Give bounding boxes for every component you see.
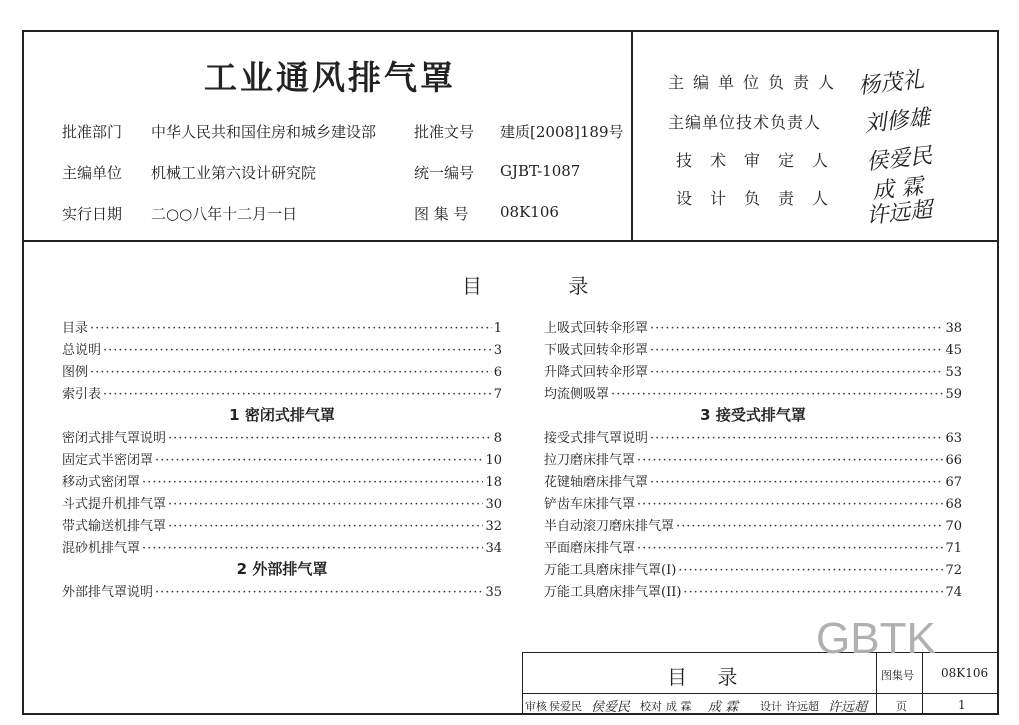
toc-entry[interactable] (544, 538, 962, 556)
header-bottom-rule (22, 240, 999, 242)
toc-entry-page: 53 (945, 365, 962, 380)
toc-entry-page: 30 (485, 497, 502, 512)
approval-dept-label: 批准部门 (62, 123, 123, 141)
document-title: 工业通风排气罩 (204, 58, 456, 97)
toc-entry-title: 索引表 (62, 387, 102, 402)
toc-entry-title: 万能工具磨床排气罩(I) (544, 563, 677, 578)
toc-entry[interactable] (544, 582, 962, 600)
title-block-left-rule (522, 652, 523, 715)
design-name: 许远超 (786, 700, 819, 713)
toc-entry[interactable] (62, 494, 502, 512)
toc-entry-page: 34 (485, 541, 502, 556)
approval-doc-label: 批准文号 (414, 123, 475, 141)
toc-leader-dots (90, 365, 492, 380)
toc-entry-page: 70 (945, 519, 962, 534)
toc-entry-title: 斗式提升机排气罩 (62, 497, 167, 512)
toc-entry-title: 带式输送机排气罩 (62, 519, 167, 534)
toc-entry[interactable] (62, 384, 502, 402)
toc-entry-page: 32 (485, 519, 502, 534)
signature-tech-reviewer: 侯爱民 (865, 143, 934, 176)
toc-entry-page: 18 (485, 475, 502, 490)
toc-leader-dots (650, 365, 943, 380)
design-label: 设计 (760, 700, 782, 713)
toc-entry-title: 升降式回转伞形罩 (544, 365, 649, 380)
toc-entry[interactable] (62, 516, 502, 534)
chief-unit-head-label: 主编单位负责人 (668, 73, 844, 92)
approval-dept-value: 中华人民共和国住房和城乡建设部 (151, 123, 377, 141)
toc-entry[interactable] (544, 560, 962, 578)
review-signature: 侯爱民 (591, 700, 631, 715)
toc-leader-dots (155, 585, 483, 600)
toc-entry[interactable] (544, 516, 962, 534)
toc-entry-title: 图例 (62, 365, 89, 380)
toc-entry-title: 半自动滚刀磨床排气罩 (544, 519, 675, 534)
tech-reviewer-label: 技术审定人 (676, 151, 847, 170)
toc-entry-title: 外部排气罩说明 (62, 585, 154, 600)
toc-entry-title: 固定式半密闭罩 (62, 453, 154, 468)
toc-entry-title: 密闭式排气罩说明 (62, 431, 167, 446)
toc-entry-title: 拉刀磨床排气罩 (544, 453, 636, 468)
toc-entry-page: 68 (945, 497, 962, 512)
toc-leader-dots (155, 453, 483, 468)
signature-extra: 许远超 (865, 197, 934, 230)
toc-leader-dots (637, 541, 943, 556)
chief-tech-head-label: 主编单位技术负责人 (668, 113, 822, 132)
toc-entry[interactable] (62, 428, 502, 446)
editor-unit-value: 机械工业第六设计研究院 (151, 164, 317, 182)
toc-entry[interactable] (62, 340, 502, 358)
header-vertical-rule (631, 30, 633, 241)
check-signature: 成 霖 (708, 700, 739, 715)
toc-entry-title: 平面磨床排气罩 (544, 541, 636, 556)
toc-leader-dots (168, 497, 483, 512)
title-block-mid-rule (522, 693, 999, 694)
toc-entry[interactable] (544, 428, 962, 446)
toc-section-heading: 1 密闭式排气罩 (229, 406, 335, 424)
toc-leader-dots (611, 387, 943, 402)
review-name: 侯爱民 (549, 700, 582, 713)
toc-entry-title: 万能工具磨床排气罩(II) (544, 585, 682, 600)
toc-entry-page: 3 (493, 343, 502, 358)
check-label: 校对 (640, 700, 662, 713)
toc-entry-page: 72 (945, 563, 962, 578)
check-name: 成 霖 (666, 700, 692, 713)
toc-leader-dots (678, 563, 943, 578)
toc-entry[interactable] (62, 318, 502, 336)
toc-leader-dots (683, 585, 943, 600)
signature-chief-tech-head: 刘修雄 (863, 105, 932, 138)
toc-entry-page: 63 (945, 431, 962, 446)
toc-title: 目 录 (462, 274, 629, 298)
toc-entry-page: 67 (945, 475, 962, 490)
toc-entry-page: 38 (945, 321, 962, 336)
toc-leader-dots (103, 387, 492, 402)
toc-entry-page: 35 (485, 585, 502, 600)
toc-entry-page: 8 (493, 431, 502, 446)
watermark: GBTK (816, 614, 936, 663)
toc-entry-title: 混砂机排气罩 (62, 541, 141, 556)
toc-entry[interactable] (62, 472, 502, 490)
atlas-no-label: 图 集 号 (414, 205, 469, 223)
toc-entry[interactable] (544, 494, 962, 512)
atlas-no-value: 08K106 (500, 203, 559, 221)
effective-date-value: 二○○八年十二月一日 (151, 205, 298, 223)
toc-entry[interactable] (62, 362, 502, 380)
toc-entry-page: 66 (945, 453, 962, 468)
design-signature: 许远超 (828, 700, 868, 715)
toc-leader-dots (168, 519, 483, 534)
toc-entry-page: 71 (945, 541, 962, 556)
toc-entry-title: 下吸式回转伞形罩 (544, 343, 649, 358)
toc-entry[interactable] (544, 384, 962, 402)
toc-entry-page: 10 (485, 453, 502, 468)
toc-entry-title: 铲齿车床排气罩 (544, 497, 636, 512)
approval-doc-value: 建质[2008]189号 (500, 123, 624, 141)
design-lead-label: 设计负责人 (676, 189, 847, 208)
toc-entry-page: 74 (945, 585, 962, 600)
toc-entry[interactable] (544, 340, 962, 358)
page-cell-label: 页 (896, 700, 907, 713)
unified-no-value: GJBT-1087 (500, 162, 581, 180)
toc-entry-title: 均流侧吸罩 (544, 387, 610, 402)
toc-entry[interactable] (544, 362, 962, 380)
toc-entry-page: 45 (945, 343, 962, 358)
editor-unit-label: 主编单位 (62, 164, 123, 182)
atlas-no-cell-label: 图集号 (881, 669, 914, 682)
toc-leader-dots (90, 321, 492, 336)
review-label: 审核 (525, 700, 547, 713)
toc-entry[interactable] (544, 318, 962, 336)
toc-leader-dots (637, 453, 943, 468)
toc-leader-dots (650, 321, 943, 336)
toc-section-heading: 2 外部排气罩 (236, 560, 328, 578)
toc-entry-page: 7 (493, 387, 502, 402)
unified-no-label: 统一编号 (414, 164, 475, 182)
toc-leader-dots (650, 431, 943, 446)
toc-entry-title: 目录 (62, 321, 89, 336)
toc-entry-page: 59 (945, 387, 962, 402)
signature-chief-unit-head: 杨茂礼 (857, 67, 926, 100)
toc-leader-dots (676, 519, 943, 534)
page-cell-value: 1 (958, 698, 966, 712)
toc-leader-dots (142, 475, 483, 490)
signature-design-lead: 成 霖 (871, 174, 925, 205)
toc-entry-title: 移动式密闭罩 (62, 475, 141, 490)
title-block-name: 目 录 (667, 665, 750, 689)
toc-leader-dots (103, 343, 492, 358)
toc-section-heading: 3 接受式排气罩 (700, 406, 806, 424)
toc-entry-title: 上吸式回转伞形罩 (544, 321, 649, 336)
toc-leader-dots (650, 475, 943, 490)
toc-entry[interactable] (62, 538, 502, 556)
toc-entry-page: 6 (493, 365, 502, 380)
toc-entry-title: 接受式排气罩说明 (544, 431, 649, 446)
toc-entry[interactable] (62, 450, 502, 468)
toc-entry[interactable] (544, 472, 962, 490)
toc-entry-title: 总说明 (62, 343, 102, 358)
toc-entry-title: 花键轴磨床排气罩 (544, 475, 649, 490)
toc-leader-dots (650, 343, 943, 358)
toc-leader-dots (168, 431, 492, 446)
toc-entry-page: 1 (493, 321, 502, 336)
toc-entry[interactable] (62, 582, 502, 600)
atlas-no-cell-value: 08K106 (941, 666, 989, 680)
toc-entry[interactable] (544, 450, 962, 468)
toc-leader-dots (637, 497, 943, 512)
toc-leader-dots (142, 541, 483, 556)
effective-date-label: 实行日期 (62, 205, 123, 223)
